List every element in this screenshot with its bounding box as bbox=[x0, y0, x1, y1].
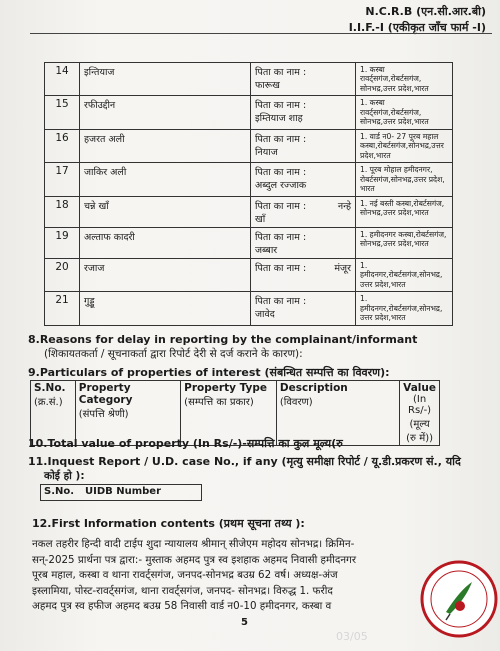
accused-name: जाकिर अली bbox=[80, 163, 251, 196]
accused-row bbox=[45, 163, 453, 196]
row-number: 21 bbox=[45, 292, 80, 325]
section-11-continuation: कोई हो ): bbox=[44, 470, 85, 482]
father-label: पिता का नाम : bbox=[255, 296, 307, 308]
property-header-value: Value (In Rs/-) (मूल्य (रु में)) bbox=[400, 381, 440, 446]
father-cell bbox=[251, 96, 356, 129]
row-number: 18 bbox=[45, 196, 80, 227]
father-name: अब्दुल रज्जाक bbox=[255, 180, 307, 192]
fir-line: सन्-2025 प्रार्थना पत्र द्वारा:- मुस्ताक अहमद पुत्र स्व इशहाक अहमद निवासी हमीदनगर bbox=[32, 553, 357, 566]
accused-address: 1. नई बस्ती कस्बा,रोबर्टसगंज, सोनभद्र,उत्तर प्रदेश,भारत bbox=[356, 196, 453, 227]
accused-address: 1. पूरब मोहाल हमीदनगर, रोबर्टसगंज,सोनभद्र,उत्तर प्रदेश, भारत bbox=[356, 163, 453, 196]
property-header-description: Description (विवरण) bbox=[276, 381, 399, 446]
father-label: पिता का नाम : bbox=[255, 100, 307, 112]
father-name-inline: नन्हे bbox=[337, 200, 351, 212]
father-label: पिता का नाम : bbox=[255, 167, 307, 179]
father-cell bbox=[251, 292, 356, 325]
accused-name: चन्ने खाँ bbox=[80, 196, 251, 227]
father-cell bbox=[251, 163, 356, 196]
accused-address: 1. कस्बा रावर्ट्सगंज,रोबर्टसगंज, सोनभद्र,उत्तर प्रदेश,भारत bbox=[356, 63, 453, 96]
uidb-sno-header: S.No. bbox=[44, 486, 75, 497]
row-number: 20 bbox=[45, 258, 80, 291]
uidb-number-header: UIDB Number bbox=[85, 486, 162, 497]
section-8-subheading: (शिकायतकर्ता / सूचनाकर्ता द्वारा रिपोर्ट देरी से दर्ज कराने के कारण): bbox=[44, 348, 303, 360]
father-label: पिता का नाम : bbox=[255, 133, 307, 145]
row-number: 17 bbox=[45, 163, 80, 196]
father-cell bbox=[251, 196, 356, 227]
accused-row bbox=[45, 292, 453, 325]
father-cell bbox=[251, 258, 356, 291]
fir-contents bbox=[32, 537, 480, 615]
property-header-sno: S.No. (क्र.सं.) bbox=[31, 381, 76, 446]
accused-row bbox=[45, 63, 453, 96]
accused-name: अल्ताफ कादरी bbox=[80, 227, 251, 258]
date-stamp: 03/05 bbox=[336, 630, 368, 643]
row-number: 15 bbox=[45, 96, 80, 129]
section-9-heading: 9.Particulars of properties of interest (संबन्धित सम्पत्ति का विवरण): bbox=[28, 366, 390, 379]
accused-address: 1. हमीदनगर,रोबर्टसगंज,सोनभद्र, उत्तर प्रदेश,भारत bbox=[356, 292, 453, 325]
father-label: पिता का नाम : bbox=[255, 200, 307, 212]
header-rule bbox=[30, 33, 492, 34]
accused-address: 1. वार्ड न0- 27 पूरब महाल कस्बा,रोबर्टसगंज,सोनभद्र,उत्तर प्रदेश,भारत bbox=[356, 129, 453, 162]
accused-address: 1. कस्बा रावर्ट्सगंज,रोबर्टसगंज, सोनभद्र,उत्तर प्रदेश,भारत bbox=[356, 96, 453, 129]
accused-name: रजाज bbox=[80, 258, 251, 291]
accused-row bbox=[45, 96, 453, 129]
father-label: पिता का नाम : bbox=[255, 262, 307, 274]
fir-line: नकल तहरीर हिन्दी वादी टाईप शुदा न्यायालय श्रीमान् सीजेएम महोदय सोनभद्र। क्रिमिन- bbox=[32, 538, 355, 550]
father-name: खाँ bbox=[255, 213, 266, 225]
news-logo-stamp bbox=[420, 560, 498, 638]
accused-name: हजरत अली bbox=[80, 129, 251, 162]
accused-name: रफीउद्दीन bbox=[80, 96, 251, 129]
accused-name: गुड्डू bbox=[80, 292, 251, 325]
accused-row bbox=[45, 196, 453, 227]
section-12-heading: 12.First Information contents (प्रथम सूचना तथ्य ): bbox=[32, 517, 305, 530]
section-10-heading: 10.Total value of property (In Rs/-)-सम्पत्ति का कुल मूल्य(रु bbox=[28, 437, 343, 450]
father-cell bbox=[251, 63, 356, 96]
page-number: 5 bbox=[241, 617, 248, 628]
father-label: पिता का नाम : bbox=[255, 231, 307, 243]
father-cell bbox=[251, 227, 356, 258]
property-header-category: Property Category (संपत्ति श्रेणी) bbox=[75, 381, 180, 446]
property-header-type: Property Type (सम्पत्ति का प्रकार) bbox=[181, 381, 277, 446]
accused-table bbox=[44, 62, 453, 326]
father-name: जावेद bbox=[255, 309, 275, 321]
fir-line: इस्लामिया, पोस्ट-रावर्ट्सगंज, थाना रावर्ट्सगंज, जनपद- सोनभद्र। विरुद्ध 1. फरीद bbox=[32, 584, 333, 597]
uidb-table bbox=[40, 484, 202, 501]
father-name: नियाज bbox=[255, 146, 278, 158]
header-title: N.C.R.B (एन.सी.आर.बी) bbox=[365, 5, 486, 18]
father-label: पिता का नाम : bbox=[255, 67, 307, 78]
father-name: इम्तियाज शाह bbox=[255, 113, 303, 125]
fir-line: पूरब महाल, कस्बा व थाना रावर्ट्सगंज, जनपद-सोनभद्र बउम्र 62 वर्ष। अध्यक्ष-अंज bbox=[32, 569, 338, 581]
fir-line: अहमद पुत्र स्व हफीज अहमद बउम्र 58 निवासी वार्ड न0-10 हमीदनगर, कस्बा व bbox=[32, 600, 332, 612]
row-number: 16 bbox=[45, 129, 80, 162]
row-number: 14 bbox=[45, 63, 80, 96]
accused-name: इन्तियाज bbox=[80, 63, 251, 96]
father-cell bbox=[251, 129, 356, 162]
header-subtitle: I.I.F.-I (एकीकृत जाँच फार्म -I) bbox=[348, 21, 486, 34]
row-number: 19 bbox=[45, 227, 80, 258]
accused-row bbox=[45, 129, 453, 162]
father-name: फारूख bbox=[255, 80, 280, 91]
accused-address: 1. हमीदनगर,रोबर्टसगंज,सोनभद्र, उत्तर प्रदेश,भारत bbox=[356, 258, 453, 291]
accused-row bbox=[45, 258, 453, 291]
accused-row bbox=[45, 227, 453, 258]
father-name: जब्बार bbox=[255, 244, 278, 256]
section-11-heading: 11.Inquest Report / U.D. case No., if any (मृत्यु समीक्षा रिपोर्ट / यू.डी.प्रकरण सं., यदि bbox=[28, 455, 461, 468]
section-8-heading: 8.Reasons for delay in reporting by the complainant/informant bbox=[28, 333, 418, 346]
father-name-inline: मंजूर bbox=[334, 262, 351, 274]
accused-address: 1. हमीदनगर कस्बा,रोबर्टसगंज, सोनभद्र,उत्तर प्रदेश,भारत bbox=[356, 227, 453, 258]
